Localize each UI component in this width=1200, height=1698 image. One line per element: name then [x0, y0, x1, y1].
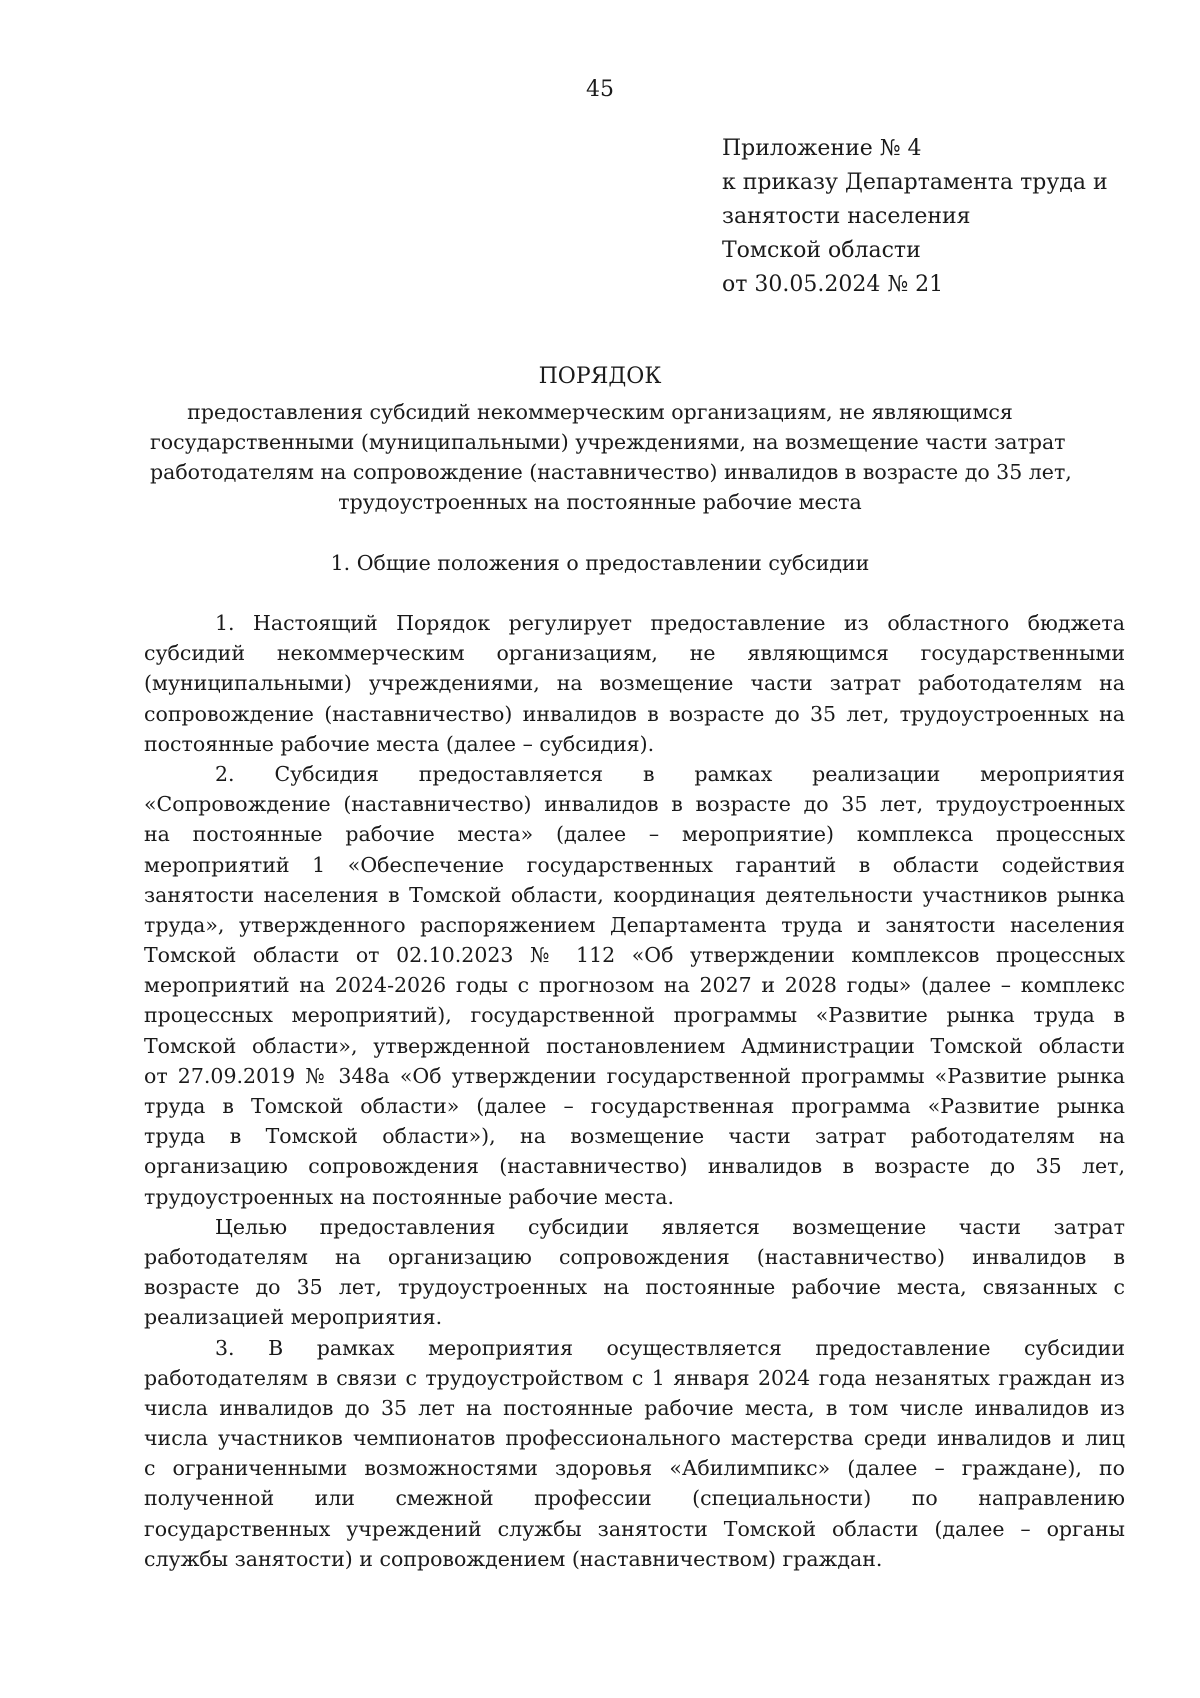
- text-line: (муниципальными) учреждениями, на возмещение части затрат работодателям на: [144, 671, 1125, 696]
- text-line: службы занятости) и сопровождением (наставничеством) граждан.: [144, 1546, 883, 1571]
- text-line: труда», утвержденного распоряжением Департамента труда и занятости населения: [144, 912, 1125, 937]
- text-line: Томской области от 02.10.2023 № 112 «Об утверждении комплексов процессных: [144, 943, 1125, 968]
- document-title: ПОРЯДОК: [538, 364, 662, 389]
- text-line: работодателям на организацию сопровождения (наставничество) инвалидов в: [144, 1244, 1125, 1269]
- section-heading: 1. Общие положения о предоставлении субсидии: [330, 551, 870, 575]
- text-line: государственных учреждений службы занятости Томской области (далее – органы: [144, 1516, 1125, 1541]
- text-line: 2. Субсидия предоставляется в рамках реализации мероприятия: [215, 761, 1125, 786]
- text-line: работодателям в связи с трудоустройством с 1 января 2024 года незанятых граждан из: [144, 1365, 1125, 1390]
- appendix-line: занятости населения: [722, 204, 971, 229]
- text-line: постоянные рабочие места (далее – субсидия).: [144, 731, 655, 756]
- text-line: числа инвалидов до 35 лет на постоянные рабочие места, в том числе инвалидов из: [144, 1395, 1125, 1420]
- appendix-line: Приложение № 4: [722, 136, 922, 161]
- text-line: на постоянные рабочие места» (далее – мероприятие) комплекса процессных: [144, 822, 1125, 847]
- text-line: Томской области», утвержденной постановлением Администрации Томской области: [144, 1033, 1125, 1058]
- subtitle-line: предоставления субсидий некоммерческим организациям, не являющимся: [187, 400, 1013, 424]
- text-line: процессных мероприятий), государственной программы «Развитие рынка труда в: [144, 1003, 1125, 1028]
- document-subtitle: [150, 397, 1072, 517]
- appendix-line: от 30.05.2024 № 21: [722, 272, 944, 297]
- text-line: трудоустроенных на постоянные рабочие места.: [144, 1184, 675, 1209]
- page-number: 45: [586, 77, 614, 102]
- subtitle-line: работодателям на сопровождение (наставничество) инвалидов в возрасте до 35 лет,: [150, 460, 1072, 484]
- subtitle-line: государственными (муниципальными) учреждениями, на возмещение части затрат: [150, 430, 1066, 454]
- text-line: сопровождение (наставничество) инвалидов в возрасте до 35 лет, трудоустроенных на: [144, 701, 1125, 726]
- paragraph-3: [144, 1212, 1125, 1333]
- text-line: организацию сопровождения (наставничество) инвалидов в возрасте до 35 лет,: [144, 1154, 1125, 1179]
- text-line: занятости населения в Томской области, координация деятельности участников рынка: [144, 882, 1125, 907]
- text-line: Целью предоставления субсидии является возмещение части затрат: [215, 1214, 1125, 1239]
- body-text: [144, 608, 1125, 1574]
- text-line: возрасте до 35 лет, трудоустроенных на постоянные рабочие места, связанных с: [144, 1275, 1125, 1300]
- paragraph-2: [144, 759, 1125, 1212]
- text-line: мероприятий на 2024-2026 годы с прогнозом на 2027 и 2028 годы» (далее – комплекс: [144, 973, 1125, 998]
- text-line: 1. Настоящий Порядок регулирует предоставление из областного бюджета: [215, 611, 1125, 635]
- paragraph-4: [144, 1333, 1125, 1575]
- text-line: «Сопровождение (наставничество) инвалидов в возрасте до 35 лет, трудоустроенных: [144, 792, 1125, 817]
- appendix-line: Томской области: [722, 238, 921, 263]
- text-line: от 27.09.2019 № 348а «Об утверждении государственной программы «Развитие рынка: [144, 1063, 1125, 1088]
- paragraph-1: [144, 608, 1125, 759]
- text-line: мероприятий 1 «Обеспечение государственных гарантий в области содействия: [144, 852, 1125, 877]
- text-line: труда в Томской области» (далее – государственная программа «Развитие рынка: [144, 1094, 1125, 1118]
- text-line: с ограниченными возможностями здоровья «Абилимпикс» (далее – граждане), по: [144, 1456, 1125, 1481]
- appendix-block: [722, 132, 1108, 302]
- text-line: числа участников чемпионатов профессионального мастерства среди инвалидов и лиц: [144, 1426, 1125, 1451]
- subtitle-line: трудоустроенных на постоянные рабочие места: [338, 490, 862, 514]
- text-line: субсидий некоммерческим организациям, не являющимся государственными: [144, 641, 1125, 666]
- appendix-line: к приказу Департамента труда и: [722, 170, 1108, 195]
- text-line: 3. В рамках мероприятия осуществляется предоставление субсидии: [215, 1335, 1125, 1360]
- text-line: полученной или смежной профессии (специальности) по направлению: [144, 1486, 1125, 1511]
- text-line: труда в Томской области»), на возмещение части затрат работодателям на: [144, 1124, 1125, 1149]
- text-line: реализацией мероприятия.: [144, 1305, 443, 1330]
